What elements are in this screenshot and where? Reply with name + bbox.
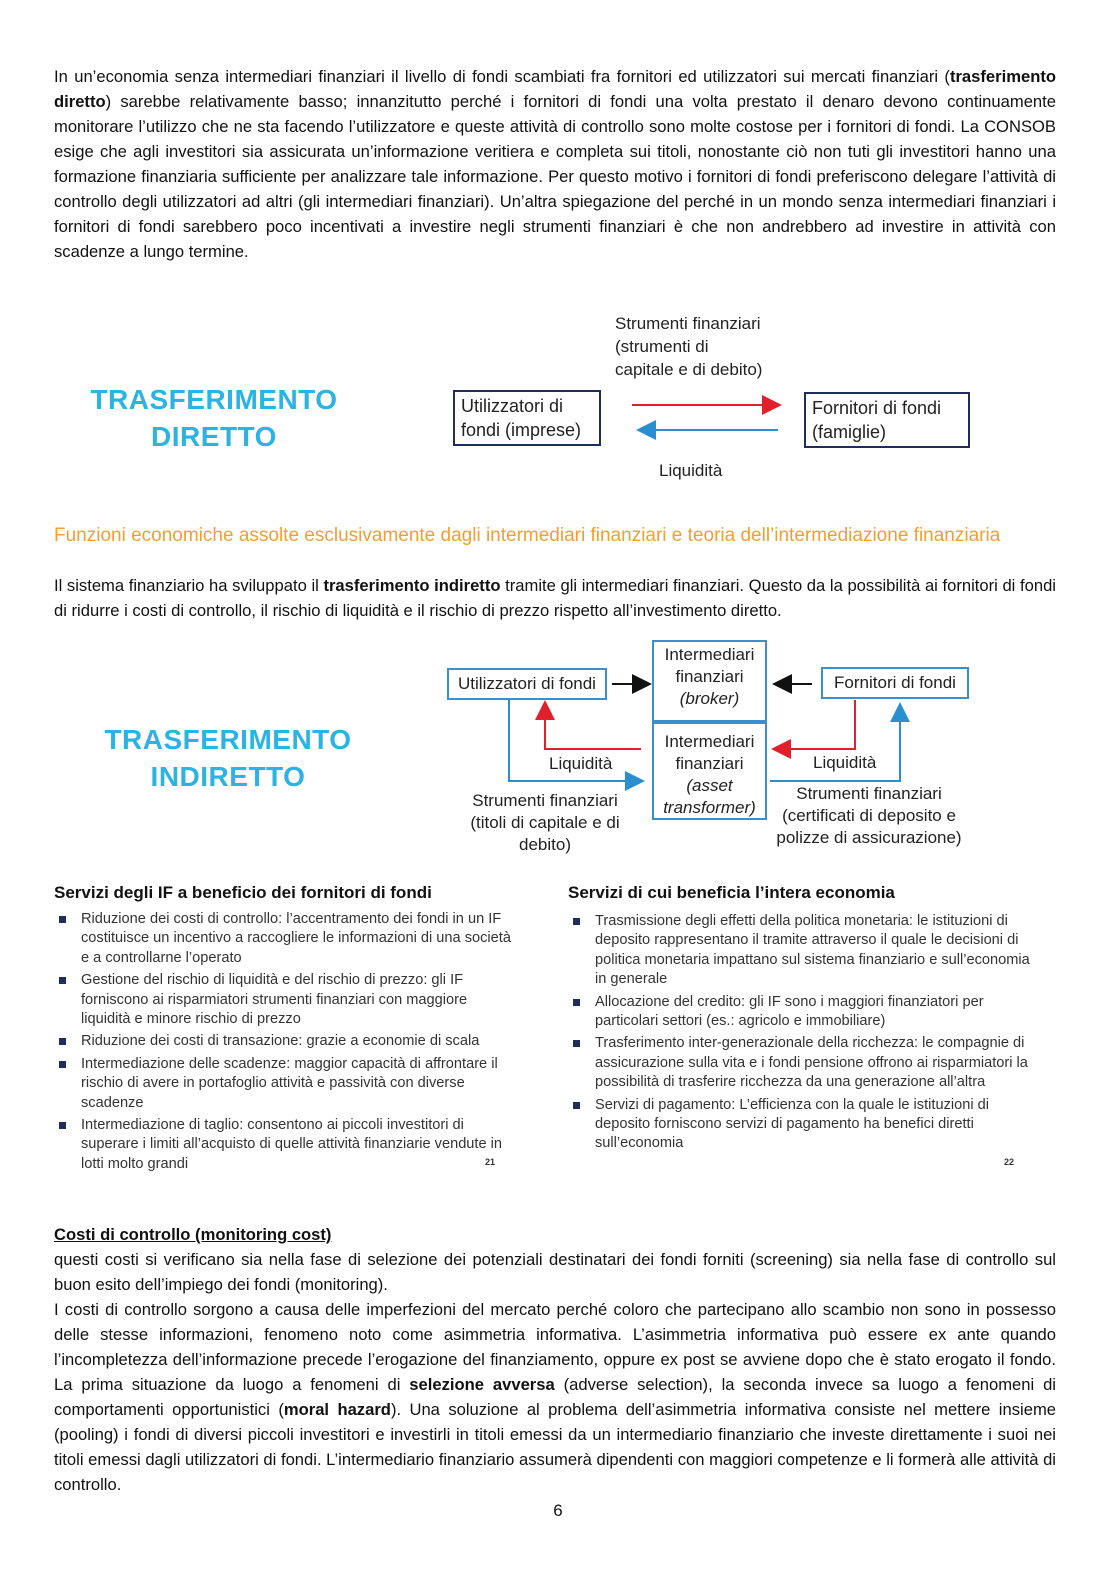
suppliers-box-indirect: Fornitori di fondi — [821, 667, 969, 699]
liquidity-label-left: Liquidità — [549, 754, 613, 773]
square-bullet-icon — [573, 1040, 580, 1047]
square-bullet-icon — [573, 1102, 580, 1109]
services-right-list — [569, 912, 1035, 1157]
bold-term: moral hazard — [283, 1400, 391, 1419]
list-item: Allocazione del credito: gli IF sono i maggiori finanziatori per particolari settori (es.: agricolo e immobiliare) — [569, 993, 1035, 1032]
liquidity-label-direct: Liquidità — [659, 461, 723, 480]
asset-transformer-box: Intermediari finanziari (asset transformer) — [652, 722, 767, 820]
costi-heading: Costi di controllo (monitoring cost) — [54, 1225, 332, 1244]
bold-term: trasferimento indiretto — [323, 576, 501, 595]
square-bullet-icon — [59, 1061, 66, 1068]
list-item: Intermediazione di taglio: consentono ai piccoli investitori di superare i limiti all’acquisto di quelle attività finanziarie vendute in lotti molto grandi — [55, 1116, 515, 1174]
list-item: Riduzione dei costi di controllo: l’accentramento dei fondi in un IF costituisce un incentivo a raccogliere le informazioni di una società e a controllarne l’operato — [55, 910, 515, 968]
instruments-label-direct: Strumenti finanziari (strumenti di capitale e di debito) — [615, 314, 763, 379]
slide-number-left: 21 — [485, 1157, 496, 1167]
liquidity-label-right: Liquidità — [813, 753, 877, 772]
list-item: Riduzione dei costi di transazione: grazie a economie di scala — [55, 1032, 515, 1051]
suppliers-box-direct: Fornitori di fondi (famiglie) — [804, 392, 970, 448]
square-bullet-icon — [59, 977, 66, 984]
users-box-direct: Utilizzatori di fondi (imprese) — [453, 390, 601, 446]
list-item: Intermediazione delle scadenze: maggior capacità di affrontare il rischio di avere in portafoglio attività e passività con diverse scadenze — [55, 1055, 515, 1113]
services-left-title: Servizi degli IF a beneficio dei fornitori di fondi — [54, 883, 432, 902]
section-heading: Funzioni economiche assolte esclusivamente dagli intermediari finanziari e teoria dell’intermediazione finanziaria — [54, 525, 1001, 546]
arrow-liquidity-right — [775, 700, 855, 749]
square-bullet-icon — [573, 918, 580, 925]
list-item: Trasmissione degli effetti della politica monetaria: le istituzioni di deposito rappresentano il tramite attraverso il quale le decisioni di politica monetaria impattano sul sistema finanziario e sull’economia in generale — [569, 912, 1035, 990]
direct-transfer-title: TRASFERIMENTO DIRETTO — [90, 384, 338, 452]
indirect-transfer-title: TRASFERIMENTO INDIRETTO — [104, 724, 352, 792]
arrow-liquidity-left — [545, 704, 641, 749]
page-number: 6 — [553, 1501, 563, 1520]
services-right-title: Servizi di cui beneficia l’intera economia — [568, 883, 895, 902]
instruments-label-right: Strumenti finanziari (certificati di deposito e polizze di assicurazione) — [776, 784, 962, 847]
list-item: Servizi di pagamento: L’efficienza con la quale le istituzioni di deposito forniscono servizi di pagamento ha benefici diretti sull’economia — [569, 1096, 1035, 1154]
square-bullet-icon — [573, 999, 580, 1006]
indirect-paragraph: Il sistema finanziario ha sviluppato il trasferimento indiretto tramite gli intermediari finanziari. Questo da la possibilità ai fornitori di fondi di ridurre i costi di controllo, il rischio di liquidità e il rischio di prezzo rispetto all’investimento diretto. — [54, 576, 1056, 620]
instruments-label-left: Strumenti finanziari (titoli di capitale e di debito) — [470, 791, 620, 854]
list-item: Trasferimento inter-generazionale della ricchezza: le compagnie di assicurazione sulla vita e i fondi pensione offrono ai risparmiatori la possibilità di trasferire ricchezza da una generazione all’altra — [569, 1034, 1035, 1092]
services-left-list — [55, 910, 515, 1177]
square-bullet-icon — [59, 1122, 66, 1129]
intro-paragraph: In un’economia senza intermediari finanziari il livello di fondi scambiati fra fornitori ed utilizzatori sui mercati finanziari (trasferimento diretto) sarebbe relativamente basso; innanzitutto perché i fornitori di fondi una volta prestato il denaro devono continuamente monitorare l’utilizzo che ne sta facendo l’utilizzatore e queste attività di controllo sono molte costose per i fornitori di fondi. La CONSOB esige che agli investitori sia assicurata un’informazione veritiera e completa sui titoli, nonostante ciò non tuti gli investitori hanno una formazione finanziaria sufficiente per analizzare tale informazione. Per questo motivo i fornitori di fondi preferiscono delegare l’attività di controllo degli utilizzatori ad altri (gli intermediari finanziari). Un’altra spiegazione del perché in un mondo senza intermediari finanziari i fornitori di fondi sarebbero poco incentivati a investire negli strumenti finanziari è che non andrebbero ad investire in attività con scadenze a lungo termine. — [54, 67, 1056, 261]
users-box-indirect: Utilizzatori di fondi — [447, 668, 607, 700]
bold-term: selezione avversa — [409, 1375, 555, 1394]
square-bullet-icon — [59, 1038, 66, 1045]
square-bullet-icon — [59, 916, 66, 923]
list-item: Gestione del rischio di liquidità e del rischio di prezzo: gli IF forniscono ai risparmiatori strumenti finanziari con maggiore liquidità e minore rischio di prezzo — [55, 971, 515, 1029]
bold-term: trasferimento diretto — [54, 67, 1056, 111]
broker-box: Intermediari finanziari (broker) — [652, 640, 767, 722]
slide-number-right: 22 — [1004, 1157, 1015, 1167]
costi-paragraph: questi costi si verificano sia nella fase di selezione dei potenziali destinatari dei fondi forniti (screening) sia nella fase di controllo sul buon esito dell’impiego dei fondi (monitoring). I costi di controllo sorgono a causa delle imperfezioni del mercato perché coloro che partecipano allo scambio non sono in possesso delle stesse informazioni, fenomeno noto come asimmetria informativa. L’asimmetria informativa può essere ex ante quando l’incompletezza dell’informazione precede l’erogazione del finanziamento, oppure ex post se avviene dopo che è stato erogato il fondo. La prima situazione da luogo a fenomeni di selezione avversa (adverse selection), la seconda invece sa luogo a fenomeni di comportamenti opportunistici (moral hazard). Una soluzione al problema dell’asimmetria informativa consiste nel mettere insieme (pooling) i fondi di diversi piccoli investitori e investirli in titoli emessi da un intermediario finanziario che investe direttamente i suoi nei titoli emessi dagli utilizzatori di fondi. L’intermediario finanziario assumerà dipendenti con maggiori competenze e li formerà alle attività di controllo. — [54, 1250, 1056, 1494]
